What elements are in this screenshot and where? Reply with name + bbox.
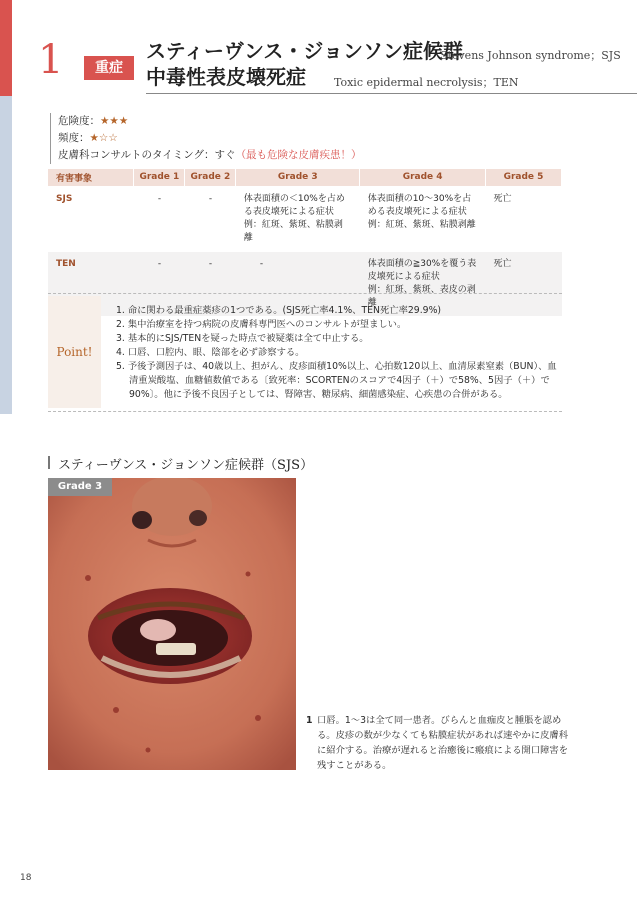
table-header-cell: 有害事象: [48, 169, 134, 186]
table-header-cell: Grade 3: [236, 169, 360, 186]
table-cell: 体表面積の10～30%を占める表皮壊死による症状 例：紅斑、紫斑、粘膜剥離: [360, 186, 486, 251]
table-cell-name: SJS: [48, 186, 134, 251]
table-header-cell: Grade 1: [134, 169, 185, 186]
point-list: [116, 304, 562, 402]
section-title: スティーヴンス・ジョンソン症候群（SJS）: [58, 458, 314, 473]
caption-text: 口唇。1～3は全て同一患者。びらんと血痂皮と腫脹を認める。皮疹の数が少なくても粘膜症状があれば速やかに皮膚科に紹介する。治療が遅れると治癒後に瘢痕による開口障害を残すことがある。: [317, 715, 569, 771]
chapter-number: 1: [38, 37, 64, 83]
table-cell: -: [185, 186, 236, 251]
list-item: 5. 予後予測因子は、40歳以上、担がん、皮疹面積10%以上、心拍数120以上、血清尿素窒素（BUN）、血清重炭酸塩、血糖値数値である〔致死率：SCORTENのスコアで4因子（＋）で58%、5因子（＋）で90%〕。他に予後不良因子としては、腎障害、糖尿病、細菌感染症、心疾患の合併がある。: [116, 361, 557, 400]
table-header-cell: Grade 5: [486, 169, 562, 186]
point-label: Point!: [56, 345, 93, 359]
table-header-cell: Grade 4: [360, 169, 486, 186]
list-item: 4. 口唇、口腔内、眼、陰部を必ず診察する。: [116, 347, 305, 358]
title-ten-jp: 中毒性表皮壊死症: [146, 65, 306, 89]
table-cell: 死亡: [486, 186, 562, 251]
consult-label: 皮膚科コンサルトのタイミング：すぐ: [58, 149, 236, 161]
photo-caption: [306, 713, 574, 773]
frequency-row: [58, 130, 362, 147]
point-divider-top: [48, 293, 562, 294]
table-cell: -: [134, 186, 185, 251]
table-cell: 死亡: [486, 251, 562, 316]
side-accent-red: [0, 0, 12, 96]
table-header-row: [48, 169, 562, 186]
danger-label: 危険度：: [58, 115, 100, 127]
point-divider-bottom: [48, 411, 562, 412]
table-cell-name: TEN: [48, 251, 134, 316]
title-ten-en: Toxic epidermal necrolysis；TEN: [334, 76, 519, 89]
frequency-label: 頻度：: [58, 132, 90, 144]
danger-stars: ★★★: [100, 115, 129, 127]
side-accent-blue: [0, 96, 12, 414]
grade-tag: Grade 3: [48, 478, 112, 496]
title-sjs-en: Stevens Johnson syndrome；SJS: [440, 49, 621, 62]
section-marker: [48, 456, 50, 469]
table-cell: 体表面積の＜10%を占める表皮壊死による症状 例：紅斑、紫斑、粘膜剥離: [236, 186, 360, 251]
list-item: 3. 基本的にSJS/TENを疑った時点で被疑薬は全て中止する。: [116, 333, 369, 344]
table-row: [48, 186, 562, 251]
consult-row: [58, 147, 362, 164]
page-number: 18: [20, 873, 32, 883]
table-cell: -: [134, 251, 185, 316]
list-item: 2. 集中治療室を持つ病院の皮膚科専門医へのコンサルトが望ましい。: [116, 319, 407, 330]
frequency-stars: ★☆☆: [89, 132, 118, 144]
title-divider: [146, 93, 637, 94]
table-header-cell: Grade 2: [185, 169, 236, 186]
clinical-photo-lips: [48, 478, 296, 770]
table-cell: 体表面積の≧30%を覆う表皮壊死による症状 例：紅斑、紫斑、表皮の剥離: [360, 251, 486, 316]
severity-badge: 重症: [84, 56, 134, 80]
list-item: 1. 命に関わる最重症薬疹の1つである。(SJS死亡率4.1%、TEN死亡率29.9%): [116, 305, 442, 316]
consult-note: （最も危険な皮膚疾患！）: [235, 149, 362, 161]
table-cell: -: [185, 251, 236, 316]
title-sjs-jp: スティーヴンス・ジョンソン症候群: [146, 39, 463, 63]
risk-meta: [50, 113, 362, 164]
table-cell: -: [236, 251, 360, 316]
caption-number: 1: [306, 715, 313, 726]
danger-row: [58, 113, 362, 130]
clinical-photo-illustration: [48, 478, 296, 770]
